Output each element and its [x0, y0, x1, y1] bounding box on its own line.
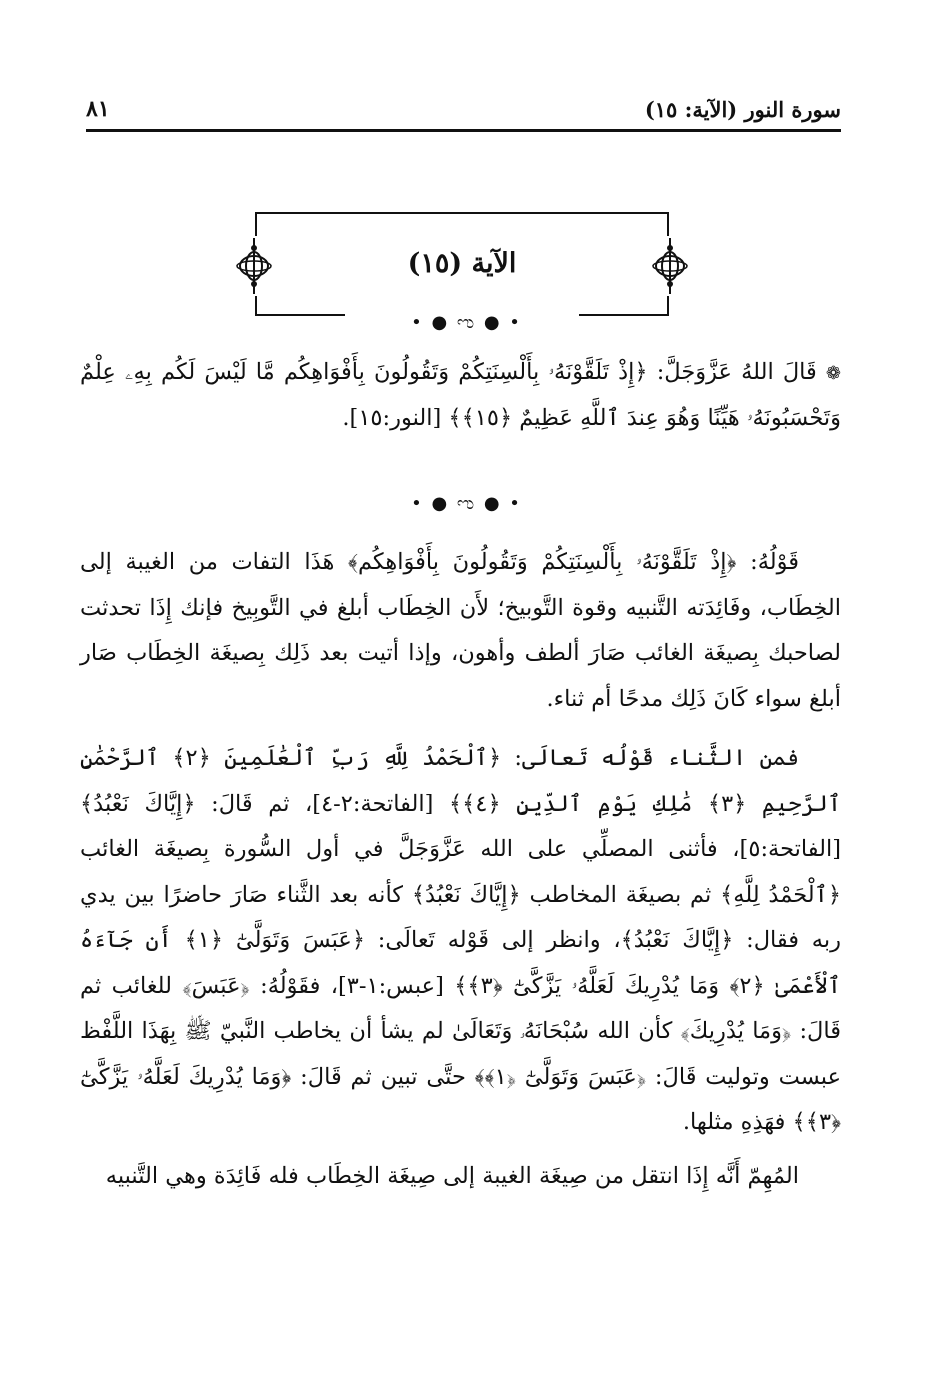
divider-ornament: • ● ಌ ● •: [411, 493, 522, 514]
commentary-paragraph: المُهِمّ أَنَّه إِذَا انتقل من صِيغَة الغيبة إلى صِيغَة الخِطَاب فله فَائِدَة وهي التَّنبيه: [105, 1162, 799, 1189]
ayah-paragraph: [80, 350, 841, 440]
ayah-text: قَالَ اللهُ عَزَّوَجَلَّ: ﴿إِذْ تَلَقَّوْنَهُۥ بِأَلْسِنَتِكُمْ وَتَقُولُونَ بِأَفْوَاهِكُم مَّا لَيْسَ لَكُم بِهِۦ عِلْمٌ وَتَحْسَبُونَهُۥ هَيِّنًا وَهُوَ عِندَ ٱللَّهِ عَظِيمٌ ﴿١٥﴾﴾ [النور:١٥].: [80, 359, 841, 431]
main-text: [80, 350, 841, 1199]
section-heading: الآية (١٥): [407, 248, 517, 279]
flower-icon: ❁: [825, 363, 841, 384]
page-header: [86, 92, 841, 126]
divider-ornament: • ● ಌ ● •: [411, 312, 522, 333]
ayah-heading-frame: [255, 212, 669, 316]
page-number: ٨١: [86, 96, 110, 122]
header-rule: [86, 129, 841, 132]
commentary-paragraph: فمن الثَّناء قَوْلُه تَعالَى: ﴿ٱلْحَمْدُ لِلَّهِ رَبِّ ٱلْعَٰلَمِينَ ﴿٢﴾ ٱلرَّحْمَٰنِ ٱلرَّحِيمِ ﴿٣﴾ مَٰلِكِ يَوْمِ ٱلدِّينِ ﴿٤﴾﴾ [الفاتحة:٢-٤]، ثم قَالَ: ﴿إِيَّاكَ نَعْبُدُ﴾ [الفاتحة:٥]، فأثنى المصلِّي على الله عَزَّوَجَلَّ في أول السُّورة بِصيغَة الغائب ﴿ٱلْحَمْدُ لِلَّهِ﴾ ثم بصيغَة المخاطب ﴿إِيَّاكَ نَعْبُدُ﴾ كأنه بعد الثَّناء صَارَ حاضرًا بين يدي ربه فقال: ﴿إِيَّاكَ نَعْبُدُ﴾، وانظر إلى قَوْله تَعالَى: ﴿عَبَسَ وَتَوَلَّىٰٓ ﴿١﴾ أَن جَآءَهُ ٱلْأَعْمَىٰ ﴿٢﴾ وَمَا يُدْرِيكَ لَعَلَّهُۥ يَزَّكَّىٰٓ ﴿٣﴾﴾ [عبس:١-٣]، فقَوْلُهُ: ﴿عَبَسَ﴾ للغائب ثم قَالَ: ﴿وَمَا يُدْرِيكَ﴾ كأن الله سُبْحَانَهُۥ وَتَعَالَىٰ لم يشأ أن يخاطب النَّبيّ ﷺ بِهَذَا اللَّفْظ عبست وتوليت قَالَ: ﴿عَبَسَ وَتَوَلَّىٰٓ ﴿١﴾﴾ حتَّى تبين ثم قَالَ: ﴿وَمَا يُدْرِيكَ لَعَلَّهُۥ يَزَّكَّىٰٓ ﴿٣﴾﴾ فهَذِهِ مثلها.: [80, 745, 842, 1135]
commentary-paragraph: قَوْلُهُ: ﴿إِذْ تَلَقَّوْنَهُۥ بِأَلْسِنَتِكُمْ وَتَقُولُونَ بِأَفْوَاهِكُم﴾ هَذَا التفات من الغيبة إلى الخِطَاب، وفَائِدَته التَّنبيه وقوة التَّوبيخ؛ لأَن الخِطَاب أبلغ في التَّوبِيخ فإنك إِذَا تحدثت لصاحبك بِصيغَة الغائب صَارَ ألطف وأهون، وإذا أتيت بعد ذَلِك بِصيغَة الخِطَاب صَار أبلغ سواء كَانَ ذَلِك مدحًا أم ثناء.: [80, 549, 841, 712]
surah-title: سورة النور (الآية: ١٥): [644, 96, 841, 122]
